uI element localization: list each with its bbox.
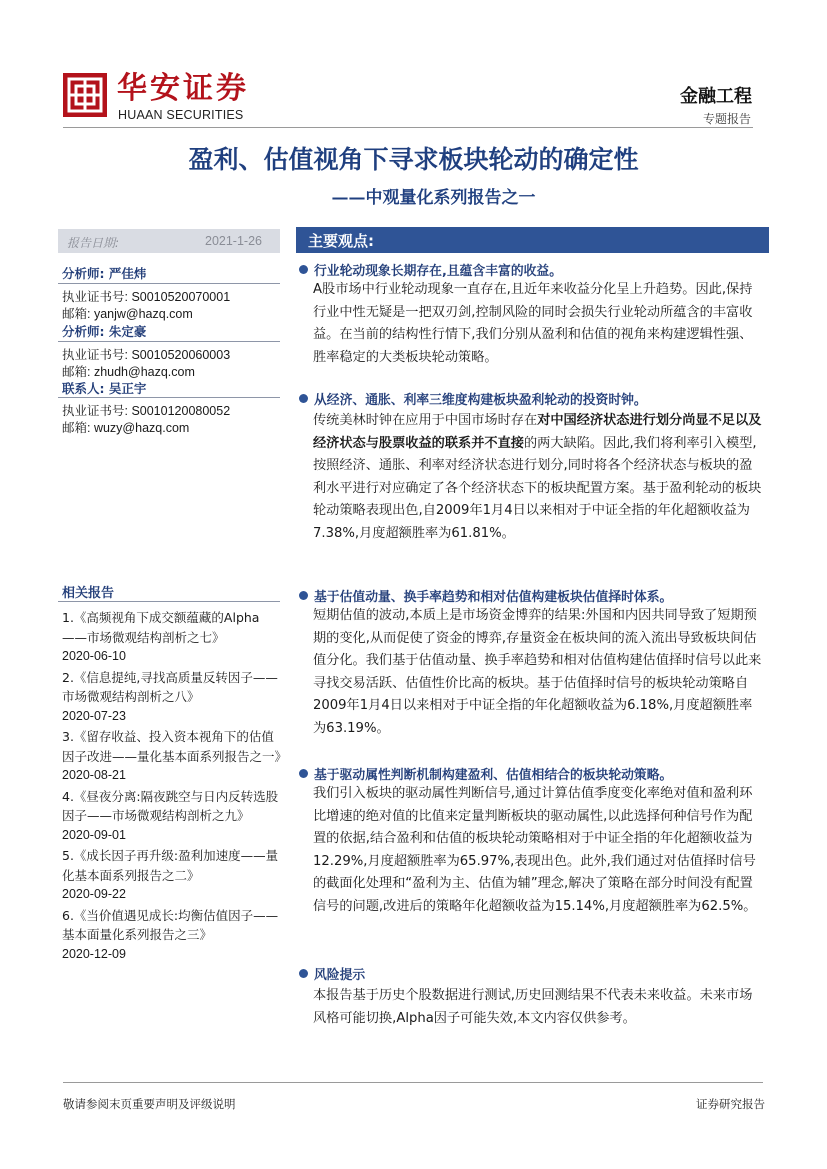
point-heading (299, 964, 365, 983)
related-reports-list (62, 608, 288, 965)
point-heading-text: 行业轮动现象长期存在,且蕴含丰富的收益。 (314, 264, 563, 279)
point-heading (299, 260, 562, 279)
related-report-item[interactable] (62, 668, 282, 727)
point-heading (299, 764, 672, 783)
footer-disclaimer: 敬请参阅末页重要声明及评级说明 (63, 1097, 236, 1111)
related-report-item[interactable] (62, 608, 282, 667)
main-points-header (296, 227, 769, 253)
related-report-item[interactable] (62, 727, 288, 786)
related-report-date: 2020-08-21 (62, 768, 126, 782)
report-type: 专题报告 (702, 112, 751, 126)
footer-divider (63, 1082, 763, 1083)
related-reports-title: 相关报告 (62, 586, 115, 601)
bullet-icon (299, 769, 308, 778)
related-report-date: 2020-12-09 (62, 946, 126, 961)
page-subtitle: ——中观量化系列报告之一 (331, 188, 536, 208)
point-heading-text: 从经济、通胀、利率三维度构建板块盈利轮动的投资时钟。 (314, 393, 647, 408)
related-report-date: 2020-07-23 (62, 708, 126, 723)
analyst-divider (58, 283, 280, 284)
point-heading-text: 风险提示 (314, 968, 366, 983)
related-report-title: 1.《高频视角下成交额蕴藏的Alpha——市场微观结构剖析之七》 (62, 610, 260, 645)
point-body: 我们引入板块的驱动属性判断信号,通过计算估值季度变化率绝对值和盈利环比增速的绝对值的比值来定量判断板块的驱动属性,以此选择何种信号作为配置的依据,结合盈利和估值的板块轮动策略相对于中证全指的年化超额收益为12.29%,月度超额胜率为65.97%,表现出色。此外,我们通过对估值择时信号的截面化处理和“盈利为主、估值为辅”理念,解决了策略在部分时间没有配置信号的问题,改进后的策略年化超额收益为15.14%,月度超额胜率为62.5%。 (313, 786, 757, 914)
bullet-icon (299, 591, 308, 600)
report-date-value: 2021-1-26 (205, 234, 262, 248)
logo-mark (63, 73, 107, 117)
related-report-title: 5.《成长因子再升级:盈利加速度——量化基本面系列报告之二》 (62, 848, 279, 883)
point-heading-text: 基于驱动属性判断机制构建盈利、估值相结合的板块轮动策略。 (314, 768, 673, 783)
analyst-email[interactable]: 邮箱: yanjw@hazq.com (62, 307, 193, 321)
analyst-email[interactable]: 邮箱: wuzy@hazq.com (62, 421, 190, 435)
point-body-emphasis: 对中国经济状态进行划分尚显不足以及经济状态与股票收益的联系并不直接 (313, 413, 762, 451)
bullet-icon (299, 969, 308, 978)
point-body: 本报告基于历史个股数据进行测试,历史回测结果不代表未来收益。未来市场风格可能切换,Alpha因子可能失效,本文内容仅供参考。 (313, 988, 753, 1026)
analyst-cert: 执业证书号: S0010520070001 (62, 290, 231, 304)
related-report-item[interactable] (62, 906, 282, 965)
point-heading (299, 389, 647, 408)
related-report-date: 2020-09-01 (62, 827, 126, 842)
analyst-divider (58, 397, 280, 398)
analyst-cert: 执业证书号: S0010120080052 (62, 404, 231, 418)
analyst-name: 分析师: 朱定豪 (62, 324, 147, 339)
related-report-title: 3.《留存收益、投入资本视角下的估值因子改进——量化基本面系列报告之一》 (62, 729, 288, 764)
analyst-name: 分析师: 严佳炜 (62, 266, 147, 281)
bullet-icon (299, 394, 308, 403)
logo-text-cn: 华安证券 (117, 71, 249, 106)
bullet-icon (299, 265, 308, 274)
point-body: 短期估值的波动,本质上是市场资金博弈的结果:外国和内因共同导致了短期预期的变化,从而促使了资金的博弈,存量资金在板块间的流入流出导致板块间估值分化。我们基于估值动量、换手率趋势和相对估值构建估值择时信号以此来寻找交易活跃、估值性价比高的板块。基于估值择时信号的板块轮动策略自2009年1月4日以来相对于中证全指的年化超额收益为6.18%,月度超额胜率为63.19%。 (313, 608, 762, 736)
report-date-label: 报告日期: (67, 236, 120, 250)
point-heading (299, 586, 672, 605)
related-report-title: 2.《信息提纯,寻找高质量反转因子——市场微观结构剖析之八》 (62, 669, 278, 704)
logo-text-en: HUAAN SECURITIES (118, 108, 244, 122)
contact-name: 联系人: 吴正宇 (62, 381, 147, 396)
footer-label: 证券研究报告 (696, 1097, 765, 1111)
related-divider (58, 601, 280, 602)
point-body-text: 的两大缺陷。因此,我们将利率引入模型,按照经济、通胀、利率对经济状态进行划分,同时将各个经济状态与板块的盈利水平进行对应确定了各个经济状态下的板块配置方案。基于盈利轮动的板块轮动策略表现出色,自2009年1月4日以来相对于中证全指的年化超额收益为7.38%,月度超额胜率为61.81%。 (313, 435, 762, 541)
analyst-email[interactable]: 邮箱: zhudh@hazq.com (62, 365, 195, 379)
analyst-cert: 执业证书号: S0010520060003 (62, 348, 231, 362)
point-body: A股市场中行业轮动现象一直存在,且近年来收益分化呈上升趋势。因此,保持行业中性无疑是一把双刃剑,控制风险的同时会损失行业轮动所蕴含的丰富收益。在当前的结构性行情下,我们分别从盈利和估值的视角来构建逻辑性强、胜率稳定的大类板块轮动策略。 (313, 282, 753, 365)
page-title: 盈利、估值视角下寻求板块轮动的确定性 (188, 145, 639, 174)
related-report-title: 4.《昼夜分离:隔夜跳空与日内反转选股因子——市场微观结构剖析之九》 (62, 788, 279, 823)
seal-icon (63, 73, 107, 117)
analyst-divider (58, 341, 280, 342)
related-report-title: 6.《当价值遇见成长:均衡估值因子——基本面量化系列报告之三》 (62, 907, 279, 942)
main-points-label: 主要观点: (308, 232, 374, 250)
point-heading-text: 基于估值动量、换手率趋势和相对估值构建板块估值择时体系。 (314, 590, 673, 605)
header-divider (63, 127, 753, 128)
related-report-item[interactable] (62, 787, 282, 846)
point-body (313, 410, 765, 546)
section-label: 金融工程 (680, 86, 752, 107)
report-date-bar (58, 229, 280, 253)
related-report-item[interactable] (62, 846, 282, 905)
related-report-date: 2020-06-10 (62, 649, 126, 663)
point-body-text: 传统美林时钟在应用于中国市场时存在 (313, 413, 538, 428)
related-report-date: 2020-09-22 (62, 887, 126, 901)
